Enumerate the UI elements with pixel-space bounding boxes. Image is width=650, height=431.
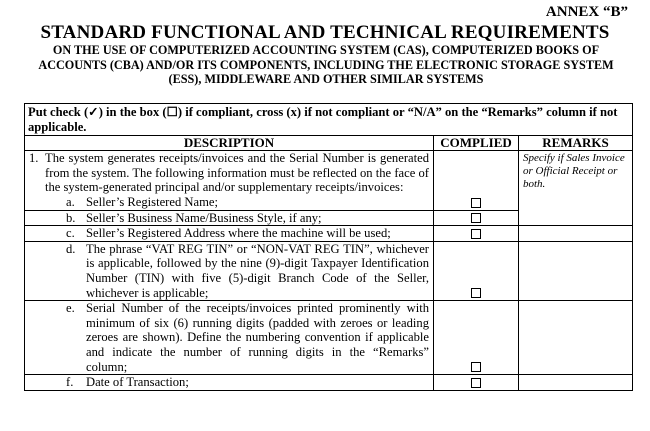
complied-checkbox[interactable] bbox=[471, 288, 481, 298]
document-subtitle: ON THE USE OF COMPUTERIZED ACCOUNTING SYSTEM (CAS), COMPUTERIZED BOOKS OF ACCOUNTS (CBA) AND/OR ITS COMPONENTS, INCLUDING THE ELECTRONIC STORAGE SYSTEM (ESS), MIDDLEWARE AND OTHER SIMILAR SYSTEMS bbox=[38, 43, 614, 86]
subitem-text: Serial Number of the receipts/invoices printed prominently with minimum of six (6) running digits (padded with zeroes or leading zeroes are shown). Define the numbering convention if applicable and indicate the number of running digits in the “Remarks” column; bbox=[86, 301, 429, 374]
remarks-cell[interactable] bbox=[519, 241, 633, 300]
column-header-remarks: REMARKS bbox=[519, 136, 633, 151]
complied-checkbox[interactable] bbox=[471, 198, 481, 208]
annex-label: ANNEX “B” bbox=[545, 4, 628, 20]
complied-cell bbox=[434, 226, 519, 242]
complied-checkbox[interactable] bbox=[471, 229, 481, 239]
description-cell bbox=[25, 241, 434, 300]
complied-cell bbox=[434, 375, 519, 391]
remarks-cell: Specify if Sales Invoice or Official Receipt or both. bbox=[519, 151, 633, 226]
description-cell bbox=[25, 301, 434, 375]
remarks-cell[interactable] bbox=[519, 375, 633, 391]
header-row bbox=[25, 136, 633, 151]
column-header-complied: COMPLIED bbox=[434, 136, 519, 151]
table-row bbox=[25, 226, 633, 242]
requirements-table bbox=[24, 103, 633, 391]
description-cell bbox=[25, 226, 434, 242]
complied-checkbox[interactable] bbox=[471, 362, 481, 372]
subitem-text: Seller’s Registered Name; bbox=[86, 194, 218, 209]
subitem-letter: f. bbox=[66, 375, 74, 390]
description-cell bbox=[25, 151, 434, 210]
column-header-description: DESCRIPTION bbox=[25, 136, 434, 151]
subitem-text: The phrase “VAT REG TIN” or “NON-VAT REG TIN”, whichever is applicable, followed by the nine (9)-digit Taxpayer Identification Number (TIN) with five (5)-digit Branch Code of the Seller, whichever is applicable; bbox=[86, 241, 429, 300]
table-row bbox=[25, 151, 633, 210]
subitem-letter: c. bbox=[66, 226, 75, 241]
item-text: The system generates receipts/invoices and the Serial Number is generated from the system. The following information must be reflected on the face of the system-generated principal and/or supplementary receipts/invoices: bbox=[45, 151, 429, 195]
complied-checkbox[interactable] bbox=[471, 378, 481, 388]
remarks-cell[interactable] bbox=[519, 226, 633, 242]
subitem-text: Seller’s Registered Address where the machine will be used; bbox=[86, 226, 391, 241]
complied-cell bbox=[434, 301, 519, 375]
remarks-cell[interactable] bbox=[519, 301, 633, 375]
instruction-text: Put check (✓) in the box (☐) if compliant, cross (x) if not compliant or “N/A” on the “Remarks” column if not applicable. bbox=[25, 104, 633, 136]
table-row bbox=[25, 301, 633, 375]
complied-cell bbox=[434, 241, 519, 300]
complied-checkbox[interactable] bbox=[471, 213, 481, 223]
subitem-letter: b. bbox=[66, 210, 76, 225]
item-number: 1. bbox=[29, 151, 39, 166]
description-cell bbox=[25, 210, 434, 226]
complied-cell bbox=[434, 151, 519, 210]
document-title: STANDARD FUNCTIONAL AND TECHNICAL REQUIREMENTS bbox=[40, 22, 610, 43]
subitem-letter: d. bbox=[66, 241, 76, 256]
description-cell bbox=[25, 375, 434, 391]
table-row bbox=[25, 241, 633, 300]
complied-cell bbox=[434, 210, 519, 226]
instruction-row bbox=[25, 104, 633, 136]
subitem-text: Seller’s Business Name/Business Style, if any; bbox=[86, 210, 322, 225]
subitem-letter: a. bbox=[66, 194, 75, 209]
subitem-text: Date of Transaction; bbox=[86, 375, 189, 390]
subitem-letter: e. bbox=[66, 301, 75, 316]
table-row bbox=[25, 375, 633, 391]
